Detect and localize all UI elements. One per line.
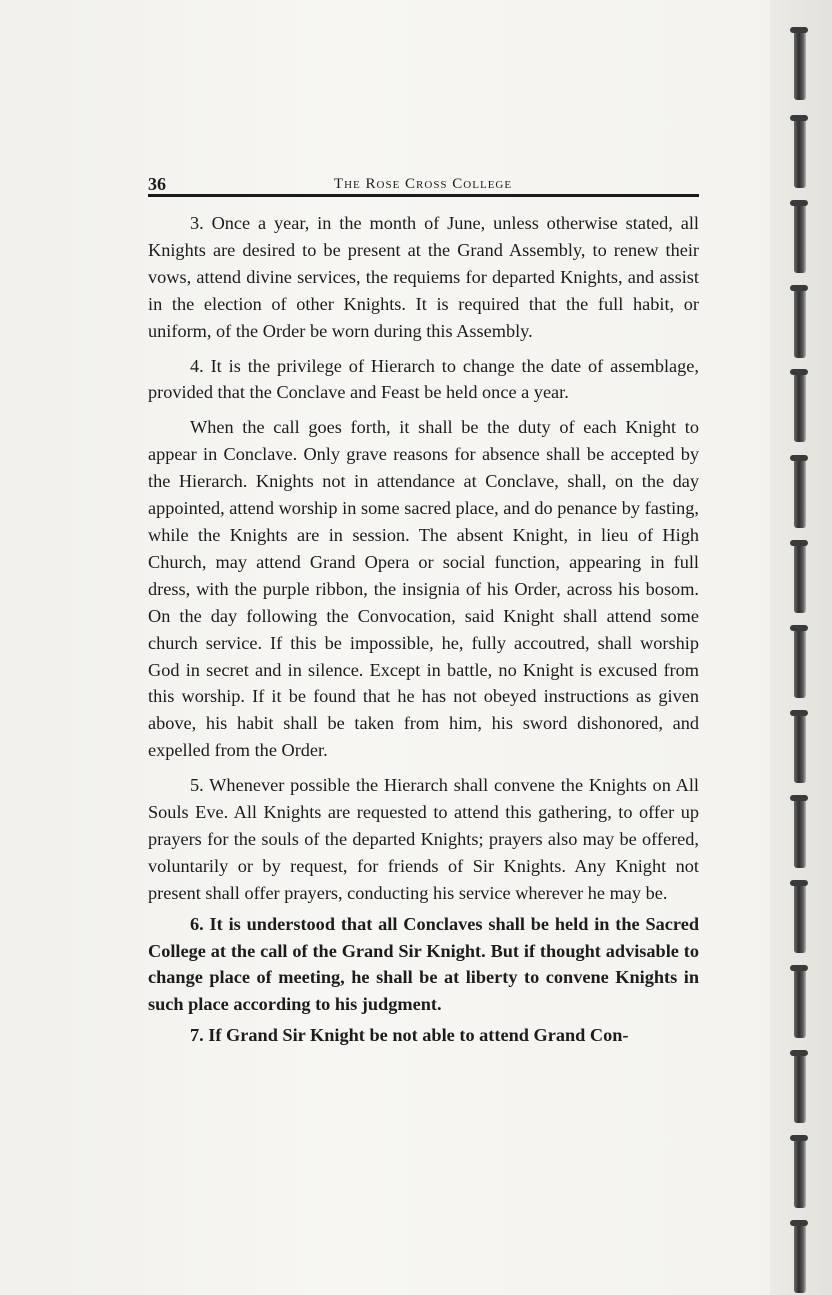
paragraph-4: 4. It is the privilege of Hierarch to change the date of assemblage, provided that the Conclave and Feast be held once a year.: [148, 355, 699, 403]
binding-hole: [794, 372, 806, 442]
running-head: [148, 170, 698, 194]
paragraph-7: 7. If Grand Sir Knight be not able to attend Grand Con-: [190, 1025, 629, 1046]
running-title: The Rose Cross College: [333, 176, 513, 192]
paragraph-5: 5. Whenever possible the Hierarch shall convene the Knights on All Souls Eve. All Knights are requested to attend this gathering, to offer up prayers for the souls of the departed Knights; prayers also may be offered, voluntarily or by request, for friends of Sir Knights. Any Knight not present shall offer prayers, conducting his service wherever he may be.: [148, 775, 699, 903]
binding-hole: [794, 1223, 806, 1293]
binding-hole: [794, 1138, 806, 1208]
paragraph-4-continued: When the call goes forth, it shall be the duty of each Knight to appear in Conclave. Only grave reasons for absence shall be accepted by the Hierarch. Knights not in attendance at Conclave, shall, on the day appointed, attend worship in some sacred place, and do penance by fasting, while the Knights are in session. The absent Knight, in lieu of High Church, may attend Grand Opera or social function, appearing in full dress, with the purple ribbon, the insignia of his Order, across his bosom. On the day following the Convocation, said Knight shall attend some church service. If this be impossible, he, fully accoutred, shall worship God in secret and in silence. Except in battle, no Knight is excused from this worship. If it be found that he has not obeyed instructions as given above, his habit shall be taken from him, his sword dishonored, and expelled from the Order.: [148, 417, 699, 761]
binding-strip: [770, 0, 832, 1295]
binding-hole: [794, 798, 806, 868]
binding-hole: [794, 968, 806, 1038]
body-text: [148, 210, 699, 1049]
header-rule: [148, 194, 699, 197]
binding-hole: [794, 30, 806, 100]
binding-hole: [794, 1053, 806, 1123]
binding-hole: [794, 288, 806, 358]
binding-hole: [794, 203, 806, 273]
binding-hole: [794, 883, 806, 953]
page-number: 36: [148, 174, 166, 194]
binding-hole: [794, 543, 806, 613]
binding-hole: [794, 458, 806, 528]
binding-hole: [794, 628, 806, 698]
paragraph-6: 6. It is understood that all Conclaves shall be held in the Sacred College at the call of the Grand Sir Knight. But if thought advisable to change place of meeting, he shall be at liberty to convene Knights in such place according to his judgment.: [148, 913, 699, 1015]
paragraph-3: 3. Once a year, in the month of June, unless otherwise stated, all Knights are desired to be present at the Grand Assembly, to renew their vows, attend divine services, the requiems for departed Knights, and assist in the election of other Knights. It is required that the full habit, or uniform, of the Order be worn during this Assembly.: [148, 213, 699, 341]
binding-hole: [794, 118, 806, 188]
binding-hole: [794, 713, 806, 783]
